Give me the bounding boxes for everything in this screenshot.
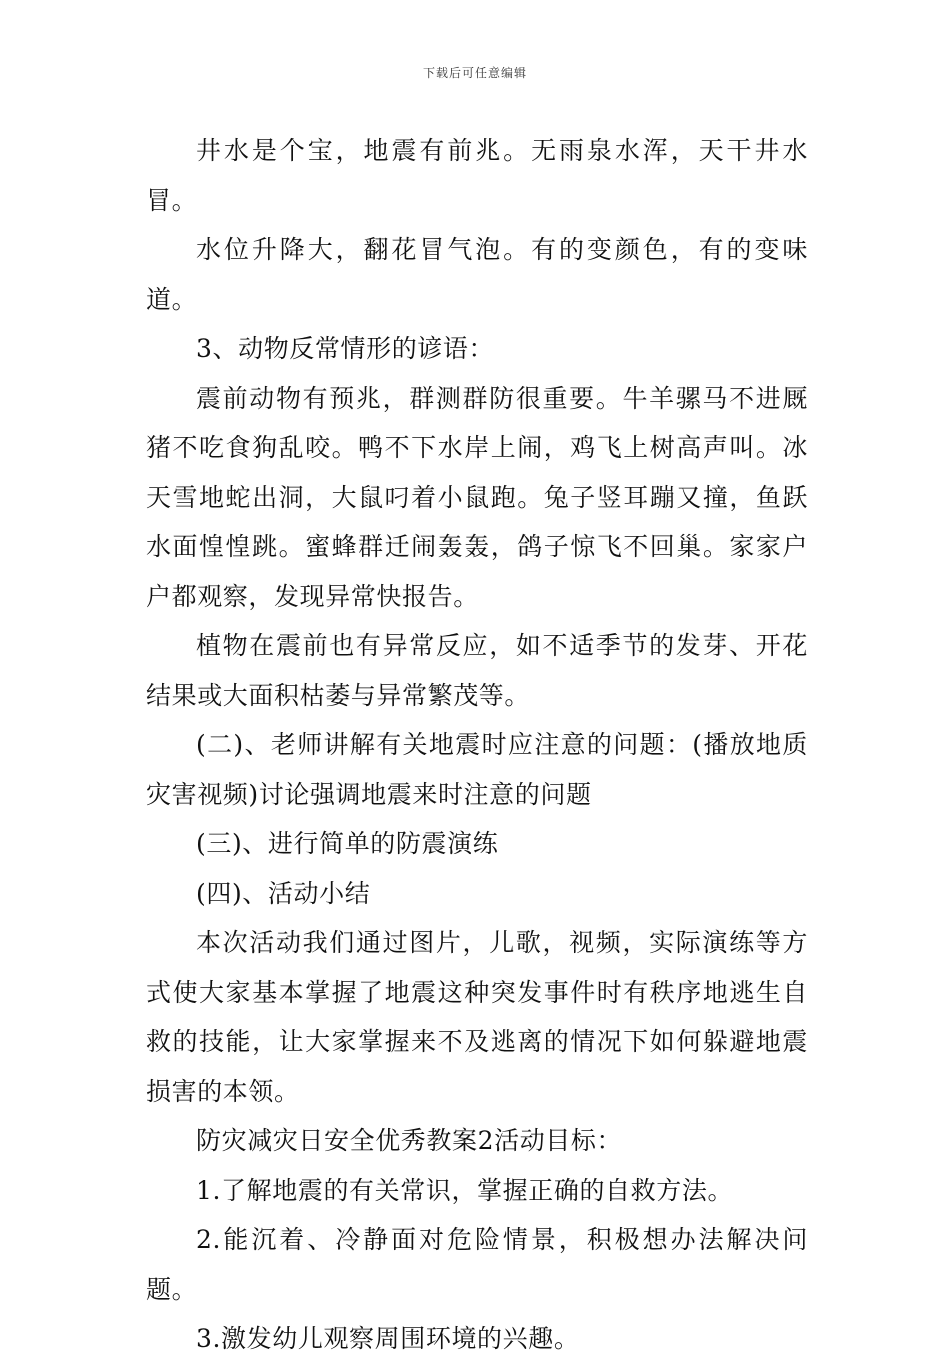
paragraph-goal-two: 2.能沉着、冷静面对危险情景，积极想办法解决问题。 — [146, 1225, 808, 1304]
paragraph-animal-heading: 3、动物反常情形的谚语： — [196, 334, 495, 363]
paragraph-goal-three: 3.激发幼儿观察周围环境的兴趣。 — [196, 1324, 580, 1353]
paragraph-goal-one: 1.了解地震的有关常识，掌握正确的自救方法。 — [196, 1175, 734, 1205]
paragraph-lesson-two-goals: 防灾减灾日安全优秀教案2活动目标： — [196, 1126, 623, 1155]
paragraph-plant-reactions: 植物在震前也有异常反应，如不适季节的发芽、开花结果或大面积枯萎与异常繁茂等。 — [146, 631, 808, 710]
paragraph-section-two: (二)、老师讲解有关地震时应注意的问题：(播放地质灾害视频)讨论强调地震来时注意的问题 — [146, 730, 808, 809]
paragraph-section-four: (四)、活动小结 — [196, 878, 371, 908]
paragraph-water-level: 水位升降大，翻花冒气泡。有的变颜色，有的变味道。 — [146, 235, 808, 314]
paragraph-well-water: 井水是个宝，地震有前兆。无雨泉水浑，天干井水冒。 — [146, 136, 808, 215]
page-header-note: 下载后可任意编辑 — [422, 66, 527, 80]
paragraph-animal-proverbs: 震前动物有预兆，群测群防很重要。牛羊骡马不进厩猪不吃食狗乱咬。鸭不下水岸上闹，鸡飞上树高声叫。冰天雪地蛇出洞，大鼠叼着小鼠跑。兔子竖耳蹦又撞，鱼跃水面惶惶跳。蜜蜂群迁闹轰轰，鸽子惊飞不回巢。家家户户都观察，发现异常快报告。 — [146, 383, 808, 611]
document-body — [146, 126, 808, 1364]
paragraph-summary: 本次活动我们通过图片，儿歌，视频，实际演练等方式使大家基本掌握了地震这种突发事件时有秩序地逃生自救的技能，让大家掌握来不及逃离的情况下如何躲避地震损害的本领。 — [146, 928, 808, 1106]
paragraph-section-three: (三)、进行简单的防震演练 — [196, 829, 499, 858]
